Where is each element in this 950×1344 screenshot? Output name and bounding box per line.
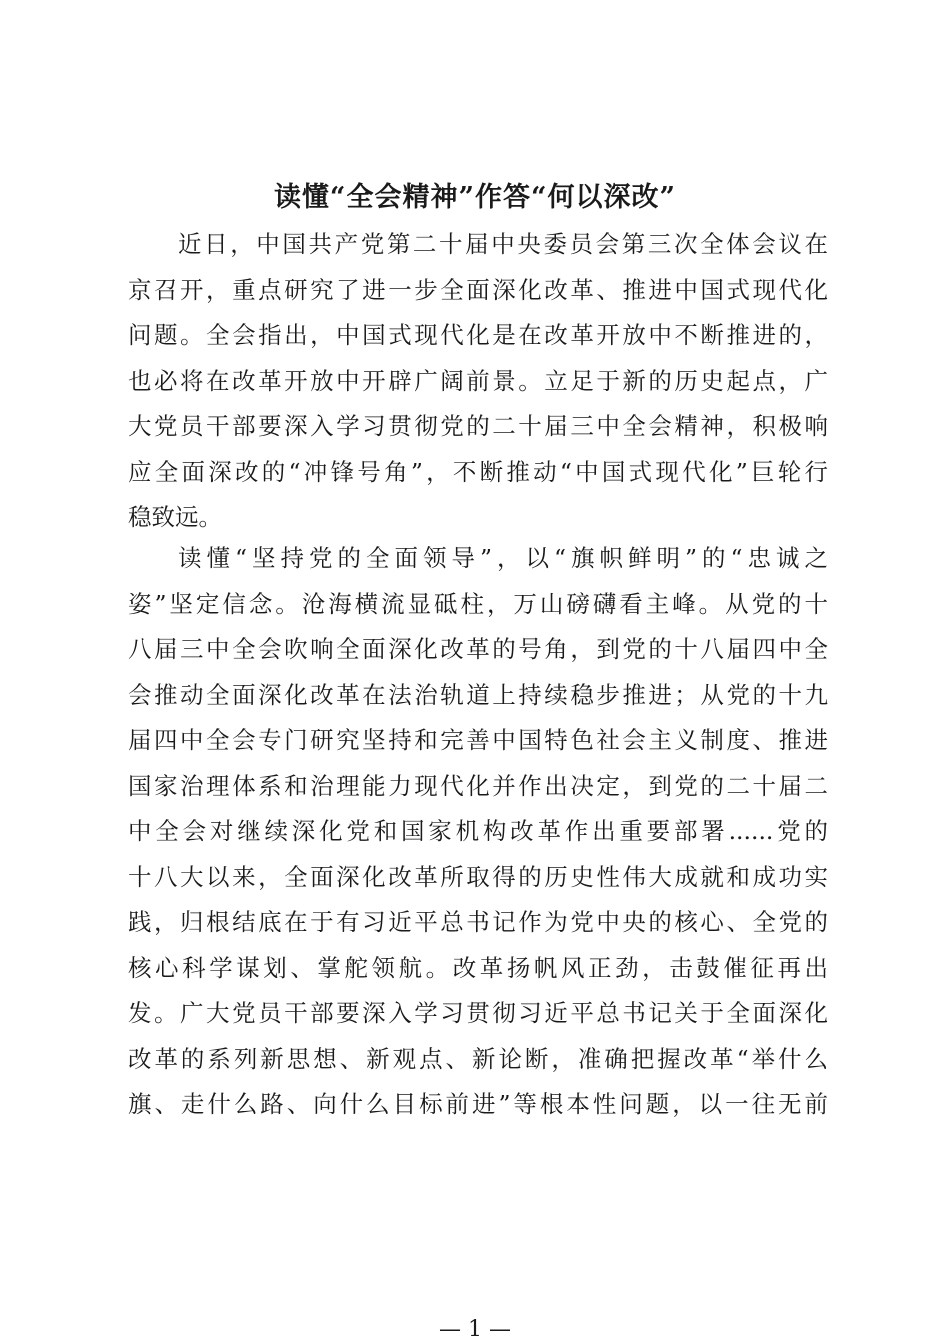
paragraph-1: [128, 222, 828, 541]
paragraph-line: 国家治理体系和治理能力现代化并作出决定，到党的二十届二: [128, 771, 828, 800]
paragraph-line: 京召开，重点研究了进一步全面深化改革、推进中国式现代化: [128, 275, 828, 304]
paragraph-line: 大党员干部要深入学习贯彻党的二十届三中全会精神，积极响: [128, 412, 828, 440]
paragraph-2: [128, 536, 828, 1128]
paragraph-line: 践，归根结底在于有习近平总书记作为党中央的核心、全党的: [128, 908, 828, 936]
paragraph-line: 十八大以来，全面深化改革所取得的历史性伟大成就和成功实: [128, 862, 828, 891]
document-title: 读懂“全会精神”作答“何以深改”: [273, 182, 677, 213]
paragraph-line: 届四中全会专门研究坚持和完善中国特色社会主义制度、推进: [128, 726, 828, 754]
paragraph-line: 稳致远。: [128, 503, 222, 531]
paragraph-line: 读懂“坚持党的全面领导”，以“旗帜鲜明”的“忠诚之: [178, 544, 828, 572]
paragraph-line: 近日，中国共产党第二十届中央委员会第三次全体会议在: [178, 230, 828, 258]
page-number: — 1 —: [439, 1317, 511, 1342]
paragraph-line: 问题。全会指出，中国式现代化是在改革开放中不断推进的，: [128, 321, 828, 349]
paragraph-line: 姿”坚定信念。沧海横流显砥柱，万山磅礴看主峰。从党的十: [128, 589, 828, 618]
paragraph-line: 应全面深改的“冲锋号角”，不断推动“中国式现代化”巨轮行: [128, 457, 828, 486]
paragraph-line: 会推动全面深化改革在法治轨道上持续稳步推进；从党的十九: [128, 680, 828, 709]
paragraph-line: 中全会对继续深化党和国家机构改革作出重要部署......党的: [128, 817, 828, 845]
paragraph-line: 核心科学谋划、掌舵领航。改革扬帆风正劲，击鼓催征再出: [128, 953, 828, 982]
paragraph-line: 改革的系列新思想、新观点、新论断，准确把握改革“举什么: [128, 1044, 828, 1073]
paragraph-line: 也必将在改革开放中开辟广阔前景。立足于新的历史起点，广: [128, 366, 828, 395]
paragraph-line: 旗、走什么路、向什么目标前进”等根本性问题，以一往无前: [128, 1090, 828, 1118]
paragraph-line: 发。广大党员干部要深入学习贯彻习近平总书记关于全面深化: [128, 999, 828, 1027]
paragraph-line: 八届三中全会吹响全面深化改革的号角，到党的十八届四中全: [128, 635, 828, 663]
